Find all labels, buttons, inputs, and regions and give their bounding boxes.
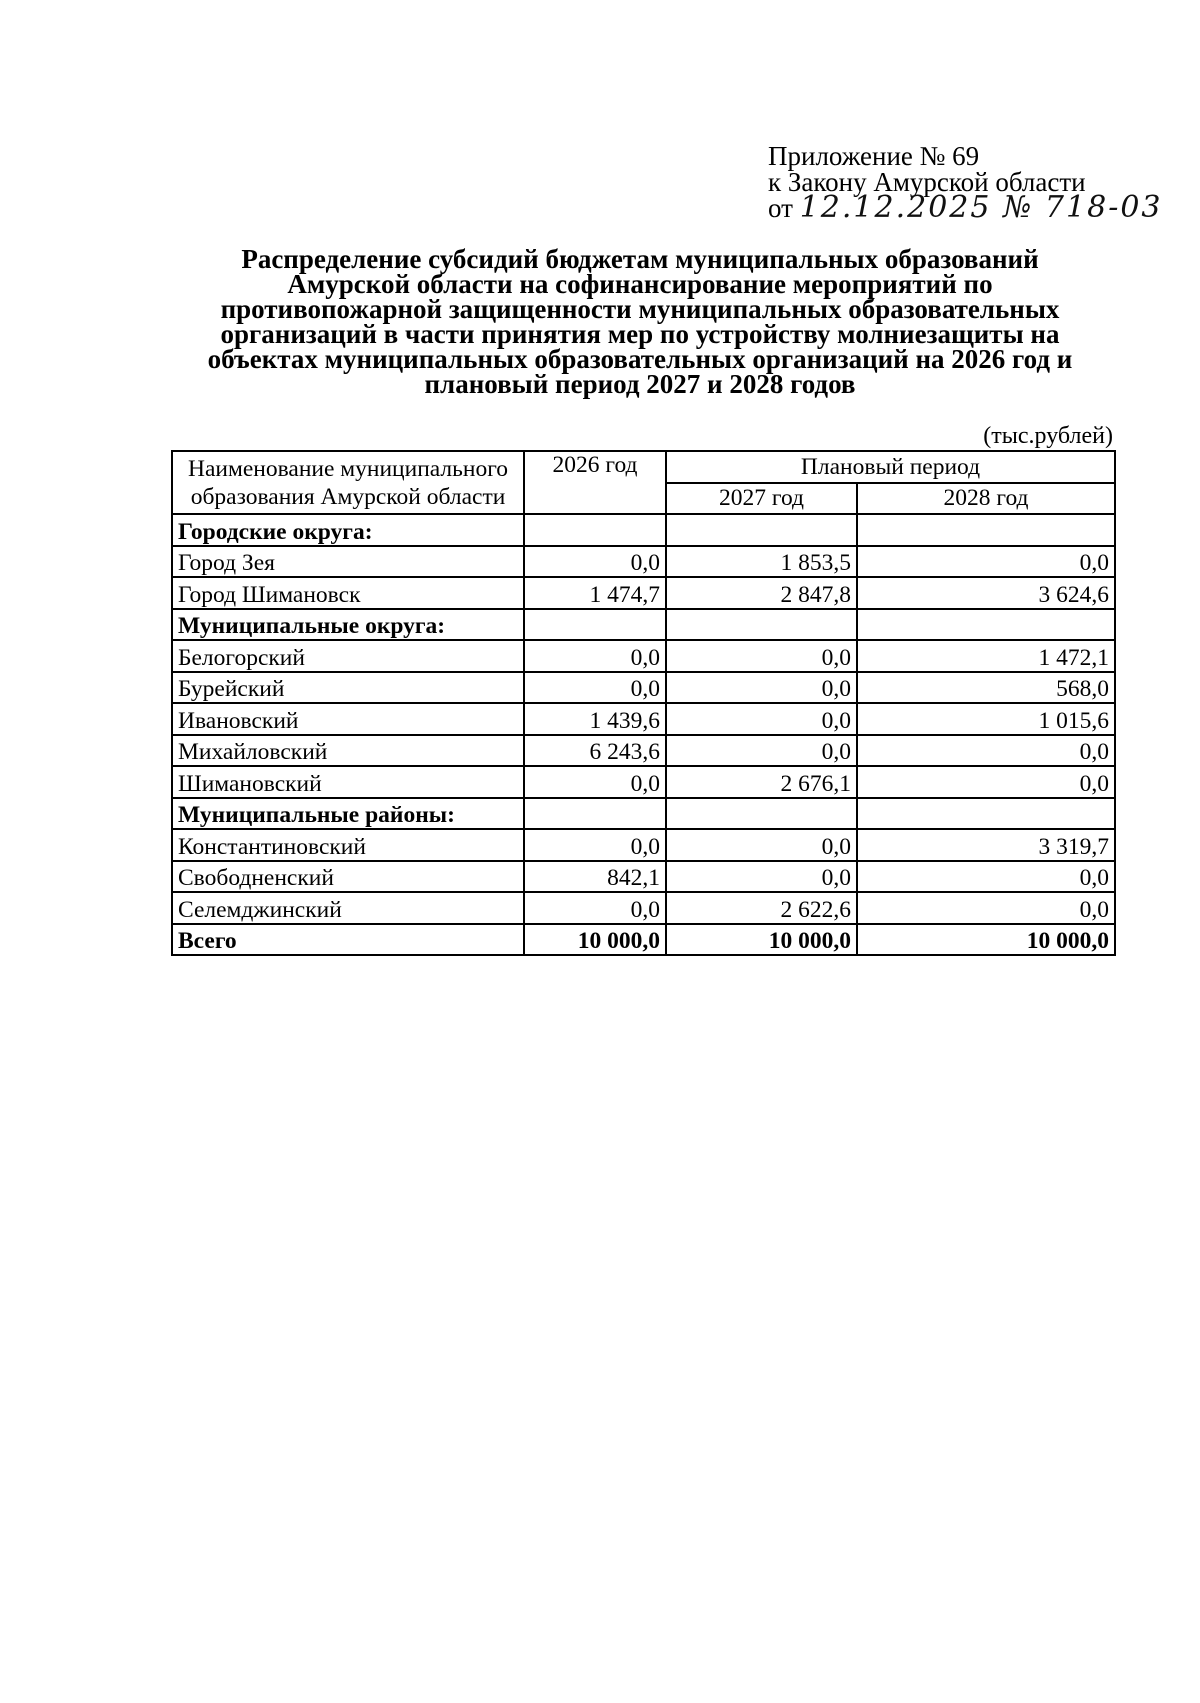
table-row bbox=[172, 861, 1115, 893]
value-2028: 0,0 bbox=[857, 766, 1115, 798]
municipality-name: Город Зея bbox=[172, 546, 524, 578]
value-2026: 0,0 bbox=[524, 672, 666, 704]
value-2028: 1 472,1 bbox=[857, 640, 1115, 672]
title-line: Амурской области на софинансирование мероприятий по bbox=[287, 269, 993, 299]
appendix-date-line bbox=[768, 190, 1163, 225]
section-row bbox=[172, 798, 1115, 830]
total-2028: 10 000,0 bbox=[857, 924, 1115, 956]
empty-cell bbox=[524, 514, 666, 546]
value-2028: 3 624,6 bbox=[857, 577, 1115, 609]
header-2028: 2028 год bbox=[857, 483, 1115, 515]
header-name-cell bbox=[172, 451, 524, 514]
table-row bbox=[172, 735, 1115, 767]
header-2027: 2027 год bbox=[666, 483, 857, 515]
appendix-number: Приложение № 69 bbox=[768, 141, 980, 171]
appendix-block bbox=[768, 141, 1163, 225]
municipality-name: Город Шимановск bbox=[172, 577, 524, 609]
empty-cell bbox=[524, 609, 666, 641]
value-2027: 0,0 bbox=[666, 829, 857, 861]
header-name-line2: образования Амурской области bbox=[190, 483, 506, 510]
value-2026: 842,1 bbox=[524, 861, 666, 893]
municipality-name: Бурейский bbox=[172, 672, 524, 704]
value-2026: 0,0 bbox=[524, 892, 666, 924]
empty-cell bbox=[666, 609, 857, 641]
empty-cell bbox=[524, 798, 666, 830]
header-name-line1: Наименование муниципального bbox=[188, 455, 508, 482]
value-2028: 0,0 bbox=[857, 892, 1115, 924]
table-row bbox=[172, 766, 1115, 798]
municipality-name: Белогорский bbox=[172, 640, 524, 672]
municipality-name: Шимановский bbox=[172, 766, 524, 798]
value-2027: 0,0 bbox=[666, 672, 857, 704]
value-2027: 2 847,8 bbox=[666, 577, 857, 609]
value-2027: 0,0 bbox=[666, 703, 857, 735]
document-title bbox=[160, 244, 1120, 399]
value-2026: 0,0 bbox=[524, 829, 666, 861]
empty-cell bbox=[857, 514, 1115, 546]
municipality-name: Селемджинский bbox=[172, 892, 524, 924]
appendix-date-prefix: от bbox=[768, 193, 793, 223]
value-2026: 0,0 bbox=[524, 766, 666, 798]
value-2028: 568,0 bbox=[857, 672, 1115, 704]
municipality-name: Константиновский bbox=[172, 829, 524, 861]
table-row bbox=[172, 577, 1115, 609]
handwritten-date-number: 12.12.2025 № 718-03 bbox=[799, 190, 1163, 225]
empty-cell bbox=[666, 798, 857, 830]
value-2026: 0,0 bbox=[524, 546, 666, 578]
value-2026: 0,0 bbox=[524, 640, 666, 672]
municipality-name: Ивановский bbox=[172, 703, 524, 735]
value-2026: 1 439,6 bbox=[524, 703, 666, 735]
table-row bbox=[172, 546, 1115, 578]
value-2028: 3 319,7 bbox=[857, 829, 1115, 861]
value-2027: 0,0 bbox=[666, 640, 857, 672]
section-row bbox=[172, 514, 1115, 546]
municipality-name: Свободненский bbox=[172, 861, 524, 893]
empty-cell bbox=[666, 514, 857, 546]
value-2028: 0,0 bbox=[857, 861, 1115, 893]
table-row bbox=[172, 892, 1115, 924]
title-line: Распределение субсидий бюджетам муниципальных образований bbox=[241, 244, 1039, 274]
total-2026: 10 000,0 bbox=[524, 924, 666, 956]
empty-cell bbox=[857, 609, 1115, 641]
header-row-1 bbox=[172, 451, 1115, 483]
table-row bbox=[172, 829, 1115, 861]
subsidy-table-body bbox=[172, 451, 1115, 955]
total-label: Всего bbox=[172, 924, 524, 956]
value-2026: 1 474,7 bbox=[524, 577, 666, 609]
total-2027: 10 000,0 bbox=[666, 924, 857, 956]
value-2028: 0,0 bbox=[857, 735, 1115, 767]
table-row bbox=[172, 672, 1115, 704]
appendix-law: к Закону Амурской области bbox=[768, 167, 1086, 197]
total-row bbox=[172, 924, 1115, 956]
value-2027: 2 622,6 bbox=[666, 892, 857, 924]
section-title: Муниципальные округа: bbox=[172, 609, 524, 641]
title-line: противопожарной защищенности муниципальных образовательных bbox=[220, 294, 1060, 324]
table-row bbox=[172, 703, 1115, 735]
value-2028: 1 015,6 bbox=[857, 703, 1115, 735]
empty-cell bbox=[857, 798, 1115, 830]
section-title: Муниципальные районы: bbox=[172, 798, 524, 830]
title-line: организаций в части принятия мер по устройству молниезащиты на bbox=[220, 319, 1060, 349]
table-row bbox=[172, 640, 1115, 672]
header-2026: 2026 год bbox=[524, 451, 666, 514]
subsidy-table bbox=[171, 450, 1116, 956]
units-label: (тыс.рублей) bbox=[983, 423, 1113, 449]
section-row bbox=[172, 609, 1115, 641]
value-2027: 0,0 bbox=[666, 861, 857, 893]
value-2027: 2 676,1 bbox=[666, 766, 857, 798]
municipality-name: Михайловский bbox=[172, 735, 524, 767]
section-title: Городские округа: bbox=[172, 514, 524, 546]
value-2027: 1 853,5 bbox=[666, 546, 857, 578]
value-2026: 6 243,6 bbox=[524, 735, 666, 767]
title-line: плановый период 2027 и 2028 годов bbox=[424, 369, 856, 399]
header-planned-period: Плановый период bbox=[666, 451, 1115, 483]
value-2028: 0,0 bbox=[857, 546, 1115, 578]
title-line: объектах муниципальных образовательных организаций на 2026 год и bbox=[207, 344, 1073, 374]
value-2027: 0,0 bbox=[666, 735, 857, 767]
